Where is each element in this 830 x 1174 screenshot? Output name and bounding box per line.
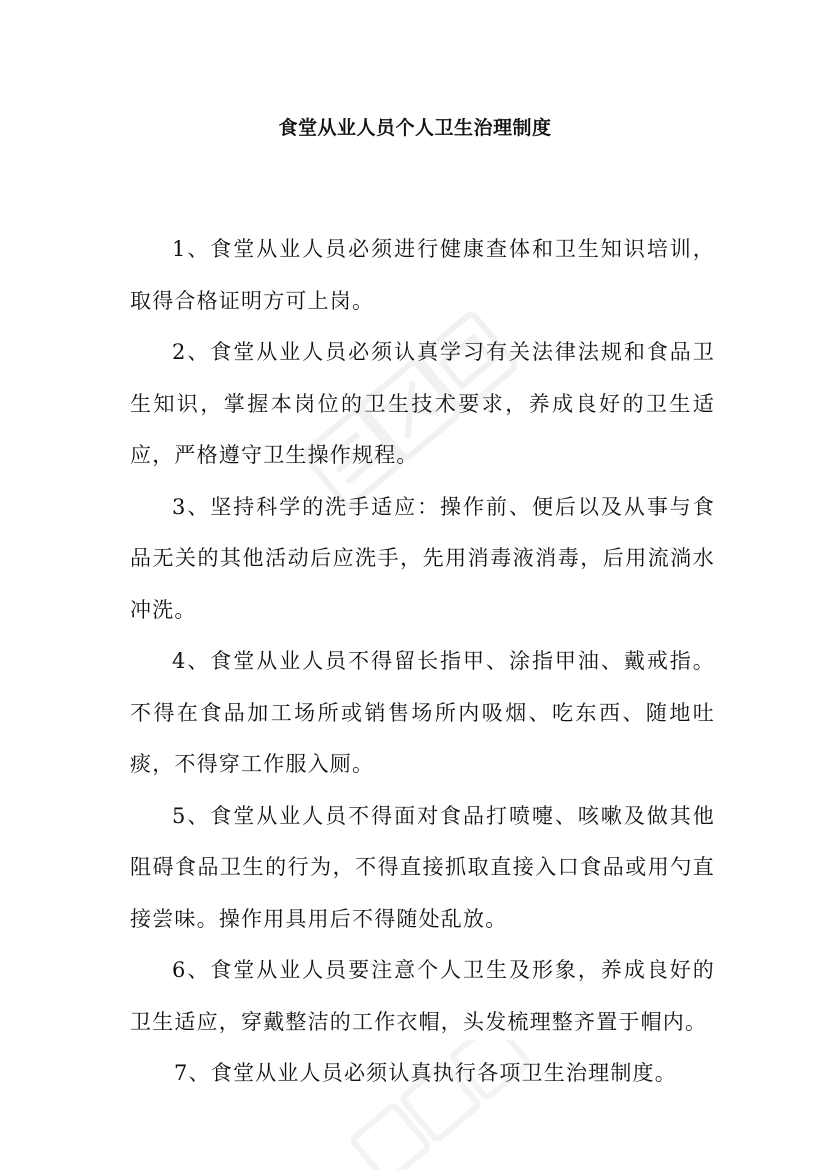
paragraph-2: 2、食堂从业人员必须认真学习有关法律法规和食品卫生知识，掌握本岗位的卫生技术要求，养成良好的卫生适应，严格遵守卫生操作规程。 xyxy=(130,340,715,467)
paragraph-4: 4、食堂从业人员不得留长指甲、涂指甲油、戴戒指。不得在食品加工场所或销售场所内吸烟、吃东西、随地吐痰，不得穿工作服入厕。 xyxy=(130,649,715,776)
document-title: 食堂从业人员个人卫生治理制度 xyxy=(278,117,552,139)
paragraph-5: 5、食堂从业人员不得面对食品打喷嚏、咳嗽及做其他阻碍食品卫生的行为，不得直接抓取直接入口食品或用勺直接尝味。操作用具用后不得随处乱放。 xyxy=(130,803,715,931)
paragraph-6: 6、食堂从业人员要注意个人卫生及形象，养成良好的卫生适应，穿戴整洁的工作衣帽，头发梳理整齐置于帽内。 xyxy=(130,958,715,1034)
document-body xyxy=(130,224,715,1100)
paragraph-7: 7、食堂从业人员必须认真执行各项卫生治理制度。 xyxy=(174,1061,677,1085)
paragraph-3: 3、坚持科学的洗手适应：操作前、便后以及从事与食品无关的其他活动后应洗手，先用消毒液消毒，后用流淌水冲洗。 xyxy=(130,494,715,622)
paragraph-1: 1、食堂从业人员必须进行健康查体和卫生知识培训，取得合格证明方可上岗。 xyxy=(130,237,715,313)
